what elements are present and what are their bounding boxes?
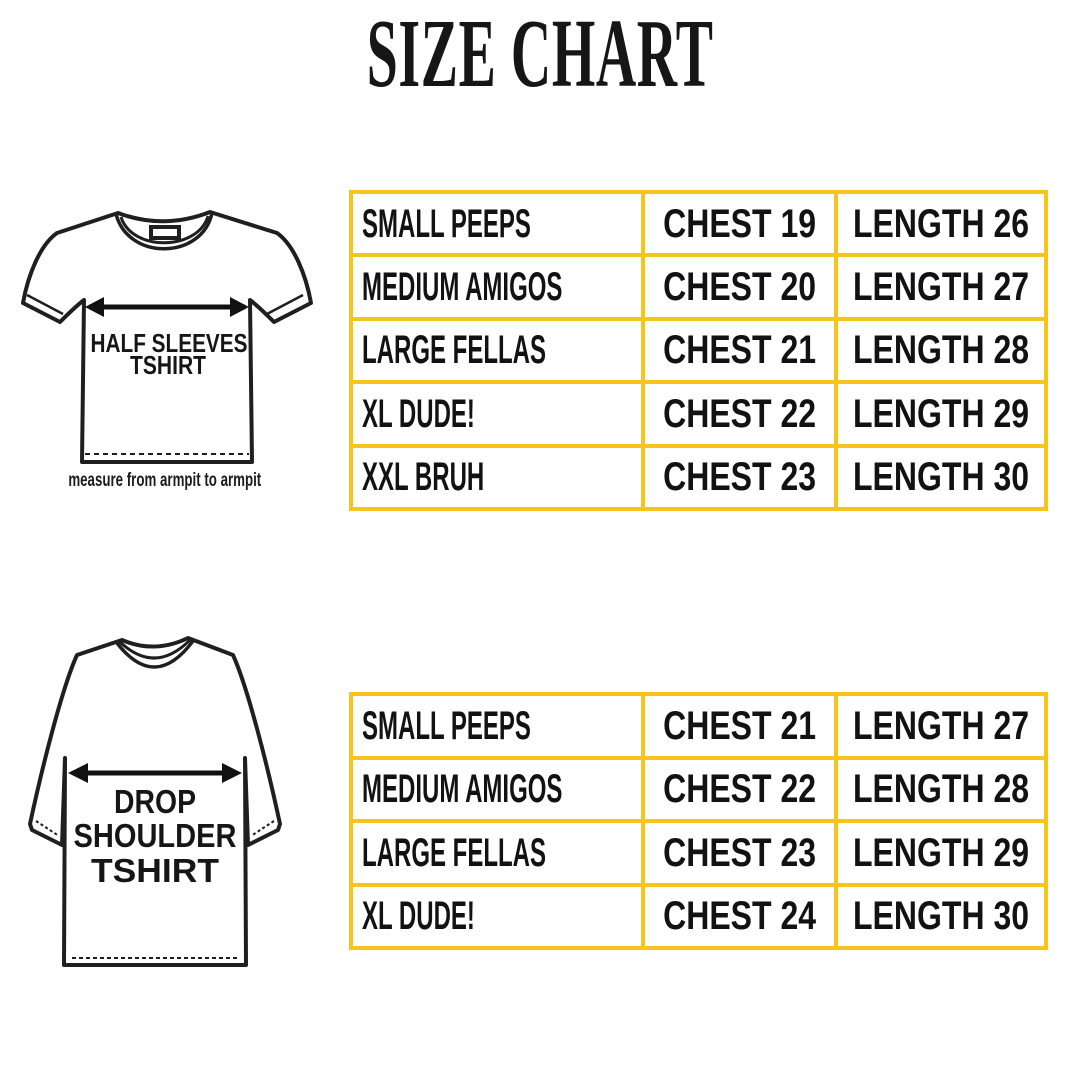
chest-cell: CHEST 22 xyxy=(645,384,834,443)
chest-cell: CHEST 21 xyxy=(645,321,834,380)
chest-cell: CHEST 24 xyxy=(645,887,834,947)
length-cell: LENGTH 26 xyxy=(838,194,1044,253)
length-cell: LENGTH 28 xyxy=(838,760,1044,820)
size-cell: LARGE FELLAS xyxy=(353,321,641,380)
tshirt-type-label-line1: HALF SLEEVES xyxy=(90,328,248,358)
length-cell: LENGTH 29 xyxy=(838,823,1044,883)
size-cell: XXL BRUH xyxy=(353,448,641,507)
chest-cell: CHEST 22 xyxy=(645,760,834,820)
chest-cell: CHEST 21 xyxy=(645,696,834,756)
size-cell: XL DUDE! xyxy=(353,384,641,443)
length-cell: LENGTH 29 xyxy=(838,384,1044,443)
length-cell: LENGTH 28 xyxy=(838,321,1044,380)
size-cell: MEDIUM AMIGOS xyxy=(353,760,641,820)
size-cell: XL DUDE! xyxy=(353,887,641,947)
size-cell: SMALL PEEPS xyxy=(353,194,641,253)
chest-cell: CHEST 23 xyxy=(645,823,834,883)
page-title: SIZE CHART xyxy=(366,0,714,108)
half-sleeves-size-table xyxy=(349,190,1048,511)
drop-shoulder-tshirt-illustration xyxy=(10,618,300,988)
size-cell: LARGE FELLAS xyxy=(353,823,641,883)
length-cell: LENGTH 30 xyxy=(838,448,1044,507)
chest-cell: CHEST 19 xyxy=(645,194,834,253)
half-sleeves-tshirt-illustration xyxy=(10,200,320,490)
tshirt-type-label-line3: TSHIRT xyxy=(91,852,219,889)
collar-label-tag xyxy=(151,227,179,238)
size-cell: MEDIUM AMIGOS xyxy=(353,257,641,316)
measure-caption: measure from armpit to armpit xyxy=(68,470,262,491)
length-cell: LENGTH 30 xyxy=(838,887,1044,947)
tshirt-type-label-line2: SHOULDER xyxy=(73,817,237,854)
size-cell: SMALL PEEPS xyxy=(353,696,641,756)
length-cell: LENGTH 27 xyxy=(838,696,1044,756)
tshirt-type-label-line1: DROP xyxy=(114,783,196,820)
chest-cell: CHEST 23 xyxy=(645,448,834,507)
chest-cell: CHEST 20 xyxy=(645,257,834,316)
length-cell: LENGTH 27 xyxy=(838,257,1044,316)
drop-shoulder-size-table xyxy=(349,692,1048,950)
tshirt-type-label-line2: TSHIRT xyxy=(130,350,207,380)
